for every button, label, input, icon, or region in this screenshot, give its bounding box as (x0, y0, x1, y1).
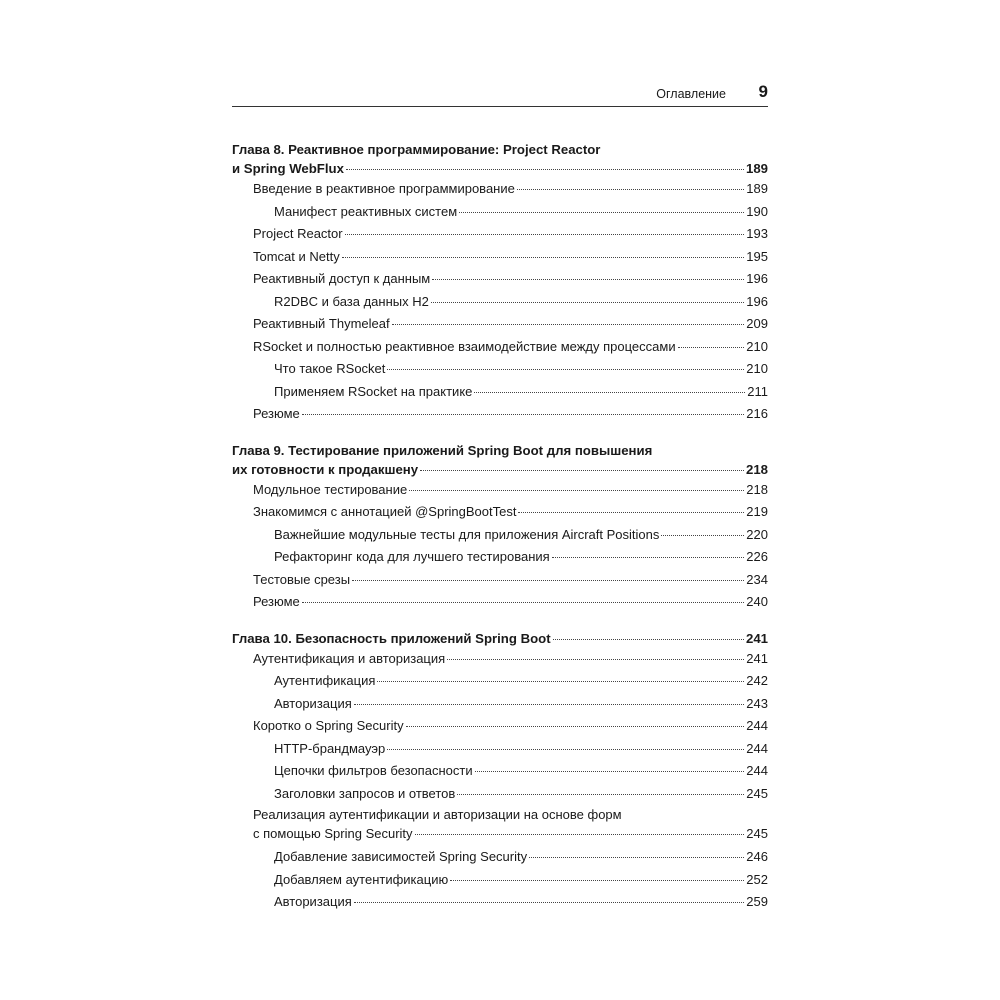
toc-entry-text: RSocket и полностью реактивное взаимодействие между процессами (253, 338, 676, 354)
toc-entry-text: Заголовки запросов и ответов (274, 785, 456, 801)
toc-subsection (232, 783, 768, 806)
toc-line (274, 291, 768, 314)
toc-page-number: 220 (746, 526, 768, 542)
dot-leader (661, 535, 744, 536)
toc-entry-text: Рефакторинг кода для лучшего тестирования (274, 549, 550, 564)
toc-line (274, 693, 768, 716)
chapter-block (232, 629, 768, 914)
toc-subsection (232, 869, 768, 892)
toc-subsection (232, 846, 768, 869)
dot-leader (342, 257, 745, 258)
running-header-title: Оглавление (656, 87, 726, 101)
toc-section (232, 268, 768, 291)
toc-section (232, 479, 768, 502)
toc-line (253, 501, 768, 524)
toc-page-number: 196 (746, 271, 768, 286)
chapter-title-line: Глава 9. Тестирование приложений Spring Boot для повышения (232, 442, 653, 458)
toc-subsection (232, 546, 768, 569)
toc-entry-text: Резюме (253, 594, 300, 609)
toc-section (232, 403, 768, 426)
toc-line (253, 313, 768, 336)
toc-line (274, 760, 768, 783)
toc-page-number: 244 (746, 763, 768, 778)
toc-entry-text: Добавляем аутентификацию (274, 871, 449, 887)
toc-line (253, 715, 768, 738)
dot-leader (409, 490, 744, 491)
dot-leader (345, 234, 745, 235)
chapter-block (232, 441, 768, 614)
toc-page-number: 245 (746, 826, 768, 841)
dot-leader (387, 749, 744, 750)
dot-leader (354, 704, 745, 705)
toc-entry-text: с помощью Spring Security (253, 826, 413, 841)
toc-page-number: 216 (746, 406, 768, 421)
toc-entry-text: Цепочки фильтров безопасности (274, 763, 473, 778)
toc-subsection (232, 201, 768, 224)
dot-leader (346, 169, 744, 170)
toc-entry-text: Аутентификация (274, 673, 376, 688)
toc-entry-text: Tomcat и Netty (253, 248, 340, 264)
toc-page-number: 189 (745, 161, 768, 176)
toc-entry-text: Введение в реактивное программирование (253, 181, 515, 196)
toc-page-number: 210 (746, 361, 768, 376)
toc-page-number: 252 (746, 871, 768, 887)
toc-line (274, 783, 768, 806)
toc-entry-text: Тестовые срезы (253, 571, 351, 587)
dot-leader (377, 681, 744, 682)
toc-page-number: 245 (746, 785, 768, 801)
dot-leader (450, 880, 744, 881)
toc-section (232, 715, 768, 738)
table-of-contents (232, 140, 768, 929)
dot-leader (354, 902, 745, 903)
toc-page-number: 189 (746, 181, 768, 196)
toc-subsection (232, 358, 768, 381)
dot-leader (457, 794, 744, 795)
toc-line (253, 648, 768, 671)
toc-line (274, 738, 768, 761)
toc-entry-text: Авторизация (274, 894, 352, 909)
toc-entry-text: Реактивный доступ к данным (253, 271, 431, 286)
toc-subsection (232, 760, 768, 783)
toc-page-number: 226 (746, 549, 768, 564)
toc-entry-text: и Spring WebFlux (232, 161, 344, 176)
toc-line (253, 479, 768, 502)
toc-section (232, 178, 768, 201)
toc-entry-text: Манифест реактивных систем (274, 203, 458, 219)
toc-line (274, 381, 768, 404)
toc-page-number: 259 (746, 894, 768, 909)
dot-leader (432, 279, 744, 280)
chapter-heading (232, 441, 768, 479)
dot-leader (431, 302, 744, 303)
toc-subsection (232, 891, 768, 914)
toc-page-number: 234 (746, 571, 768, 587)
toc-line (253, 223, 768, 246)
toc-page-number: 211 (747, 383, 768, 399)
chapter-block (232, 140, 768, 426)
toc-page-number: 243 (746, 695, 768, 711)
toc-page-number: 218 (746, 481, 768, 497)
toc-page-number: 244 (746, 718, 768, 733)
dot-leader (415, 834, 745, 835)
toc-page-number: 244 (746, 740, 768, 756)
toc-line (274, 670, 768, 693)
toc-entry-text: Важнейшие модульные тесты для приложения Aircraft Positions (274, 526, 660, 542)
toc-line (274, 846, 768, 869)
toc-entry-text: Резюме (253, 406, 300, 421)
toc-subsection (232, 381, 768, 404)
toc-entry-text: Добавление зависимостей Spring Security (274, 849, 528, 864)
toc-entry-text: Глава 10. Безопасность приложений Spring Boot (232, 630, 551, 646)
toc-page-number: 242 (746, 673, 768, 688)
toc-section (232, 313, 768, 336)
dot-leader (302, 414, 745, 415)
chapter-title-line: Глава 8. Реактивное программирование: Project Reactor (232, 142, 601, 157)
toc-line (253, 246, 768, 269)
toc-section (232, 336, 768, 359)
toc-entry-text: HTTP-брандмауэр (274, 740, 386, 756)
toc-line (253, 403, 768, 426)
dot-leader (387, 369, 744, 370)
toc-subsection (232, 524, 768, 547)
toc-section (232, 805, 768, 843)
toc-line (274, 869, 768, 892)
toc-entry-text: Авторизация (274, 695, 352, 711)
toc-line (274, 201, 768, 224)
dot-leader (406, 726, 745, 727)
toc-section (232, 223, 768, 246)
toc-subsection (232, 291, 768, 314)
toc-section (232, 648, 768, 671)
page-number: 9 (758, 82, 768, 101)
toc-line (253, 569, 768, 592)
toc-page-number: 219 (746, 504, 768, 519)
dot-leader (447, 659, 744, 660)
toc-line (232, 629, 768, 648)
toc-entry-text: их готовности к продакшену (232, 461, 419, 477)
toc-section (232, 246, 768, 269)
toc-line (232, 460, 768, 479)
toc-entry-text-line: Реализация аутентификации и авторизации на основе форм (253, 807, 622, 822)
toc-entry-text: Коротко о Spring Security (253, 718, 404, 733)
toc-entry-text: Project Reactor (253, 226, 343, 241)
dot-leader (517, 189, 744, 190)
book-page (232, 0, 768, 1000)
toc-page-number: 241 (746, 650, 768, 666)
toc-entry-text: Применяем RSocket на практике (274, 383, 473, 399)
toc-line (253, 178, 768, 201)
dot-leader (420, 470, 744, 471)
toc-line (274, 358, 768, 381)
chapter-heading (232, 629, 768, 648)
dot-leader (678, 347, 745, 348)
toc-page-number: 195 (746, 248, 768, 264)
toc-entry-text: R2DBC и база данных H2 (274, 293, 429, 309)
toc-entry-text: Что такое RSocket (274, 361, 386, 376)
toc-subsection (232, 693, 768, 716)
toc-line (253, 591, 768, 614)
toc-section (232, 591, 768, 614)
dot-leader (553, 639, 744, 640)
toc-page-number: 246 (746, 849, 768, 864)
running-header (232, 82, 768, 107)
toc-entry-text: Модульное тестирование (253, 481, 408, 497)
dot-leader (392, 324, 745, 325)
dot-leader (352, 580, 744, 581)
dot-leader (302, 602, 745, 603)
toc-line (253, 268, 768, 291)
toc-page-number: 193 (746, 226, 768, 241)
toc-page-number: 210 (746, 338, 768, 354)
dot-leader (518, 512, 744, 513)
toc-line (274, 546, 768, 569)
toc-entry-text: Аутентификация и авторизация (253, 650, 446, 666)
toc-entry-text: Знакомимся с аннотацией @SpringBootTest (253, 504, 517, 519)
toc-section (232, 569, 768, 592)
toc-page-number: 196 (746, 293, 768, 309)
dot-leader (474, 392, 745, 393)
toc-page-number: 240 (746, 594, 768, 609)
toc-page-number: 209 (746, 316, 768, 331)
toc-page-number: 218 (745, 461, 768, 477)
toc-subsection (232, 670, 768, 693)
toc-line (274, 524, 768, 547)
dot-leader (459, 212, 744, 213)
toc-section (232, 501, 768, 524)
toc-line (274, 891, 768, 914)
toc-line (253, 336, 768, 359)
toc-entry-text: Реактивный Thymeleaf (253, 316, 390, 331)
toc-page-number: 241 (745, 630, 768, 646)
dot-leader (552, 557, 745, 558)
toc-line (253, 824, 768, 843)
chapter-heading (232, 140, 768, 178)
dot-leader (529, 857, 744, 858)
toc-line (232, 159, 768, 178)
toc-page-number: 190 (746, 203, 768, 219)
toc-subsection (232, 738, 768, 761)
dot-leader (475, 771, 745, 772)
